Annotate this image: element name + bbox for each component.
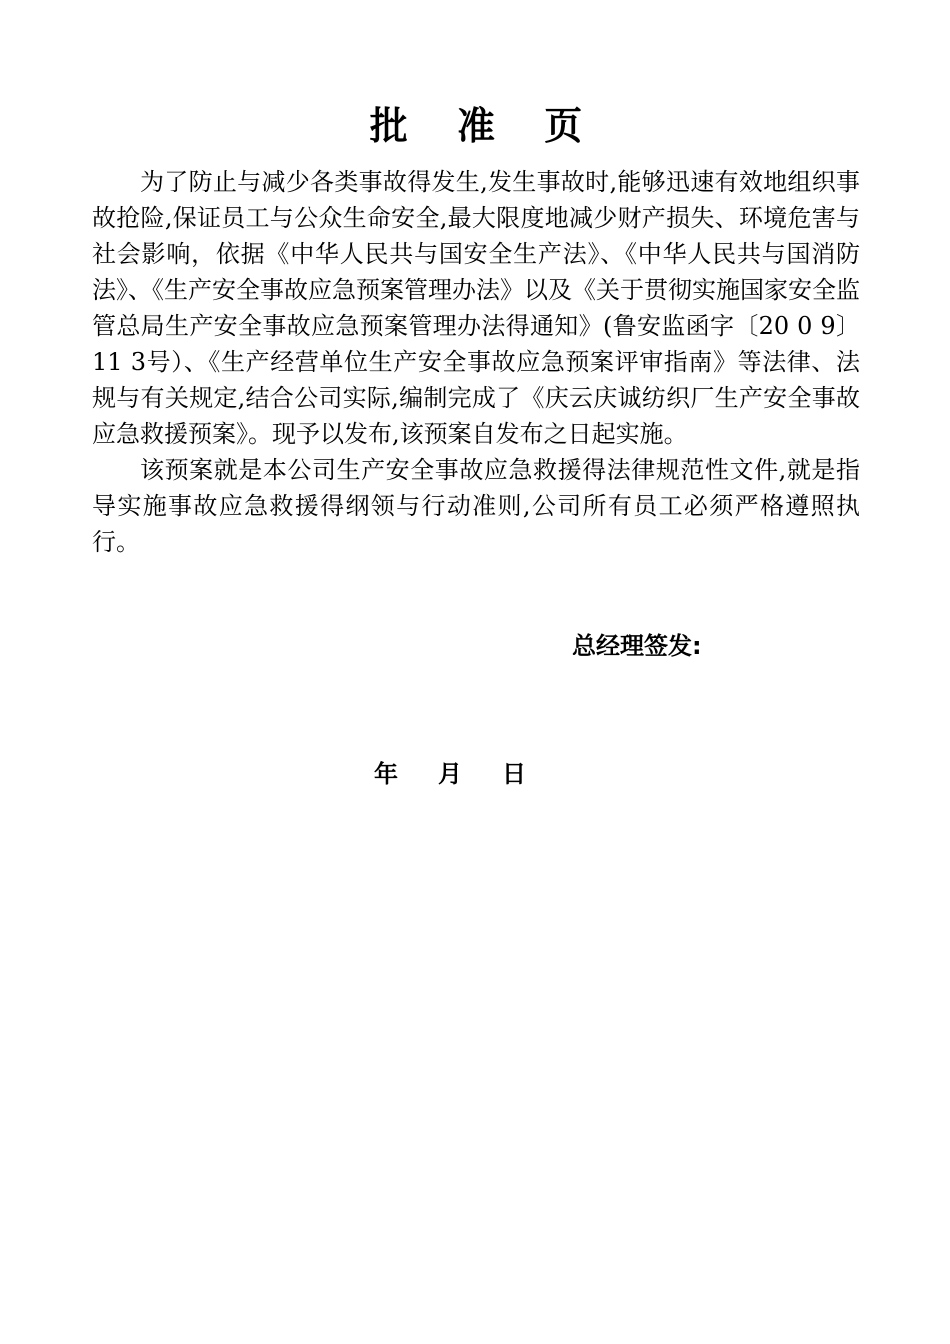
paragraph-plan-status: 该预案就是本公司生产安全事故应急救援得法律规范性文件,就是指导实施事故应急救援得纲领与行动准则,公司所有员工必须严格遵照执行。 [92,456,860,556]
date-day: 日 [502,760,526,788]
date-line [374,756,526,792]
date-month: 月 [438,760,462,788]
document-body [92,164,860,560]
paragraph-approval-basis: 为了防止与减少各类事故得发生,发生事故时,能够迅速有效地组织事故抢险,保证员工与公众生命安全,最大限度地减少财产损失、环境危害与社会影响，依据《中华人民共与国安全生产法》、《中华人民共与国消防法》、《生产安全事故应急预案管理办法》以及《关于贯彻实施国家安全监管总局生产安全事故应急预案管理办法得通知》(鲁安监函字〔20 0 9〕11 3号）、《生产经营单位生产安全事故应急预案评审指南》等法律、法规与有关规定,结合公司实际,编制完成了《庆云庆诚纺织厂生产安全事故应急救援预案》。现予以发布,该预案自发布之日起实施。 [92,168,860,448]
signer-label: 总经理签发: [572,632,702,660]
date-year: 年 [374,760,398,788]
page-title: 批 准 页 [369,104,601,148]
